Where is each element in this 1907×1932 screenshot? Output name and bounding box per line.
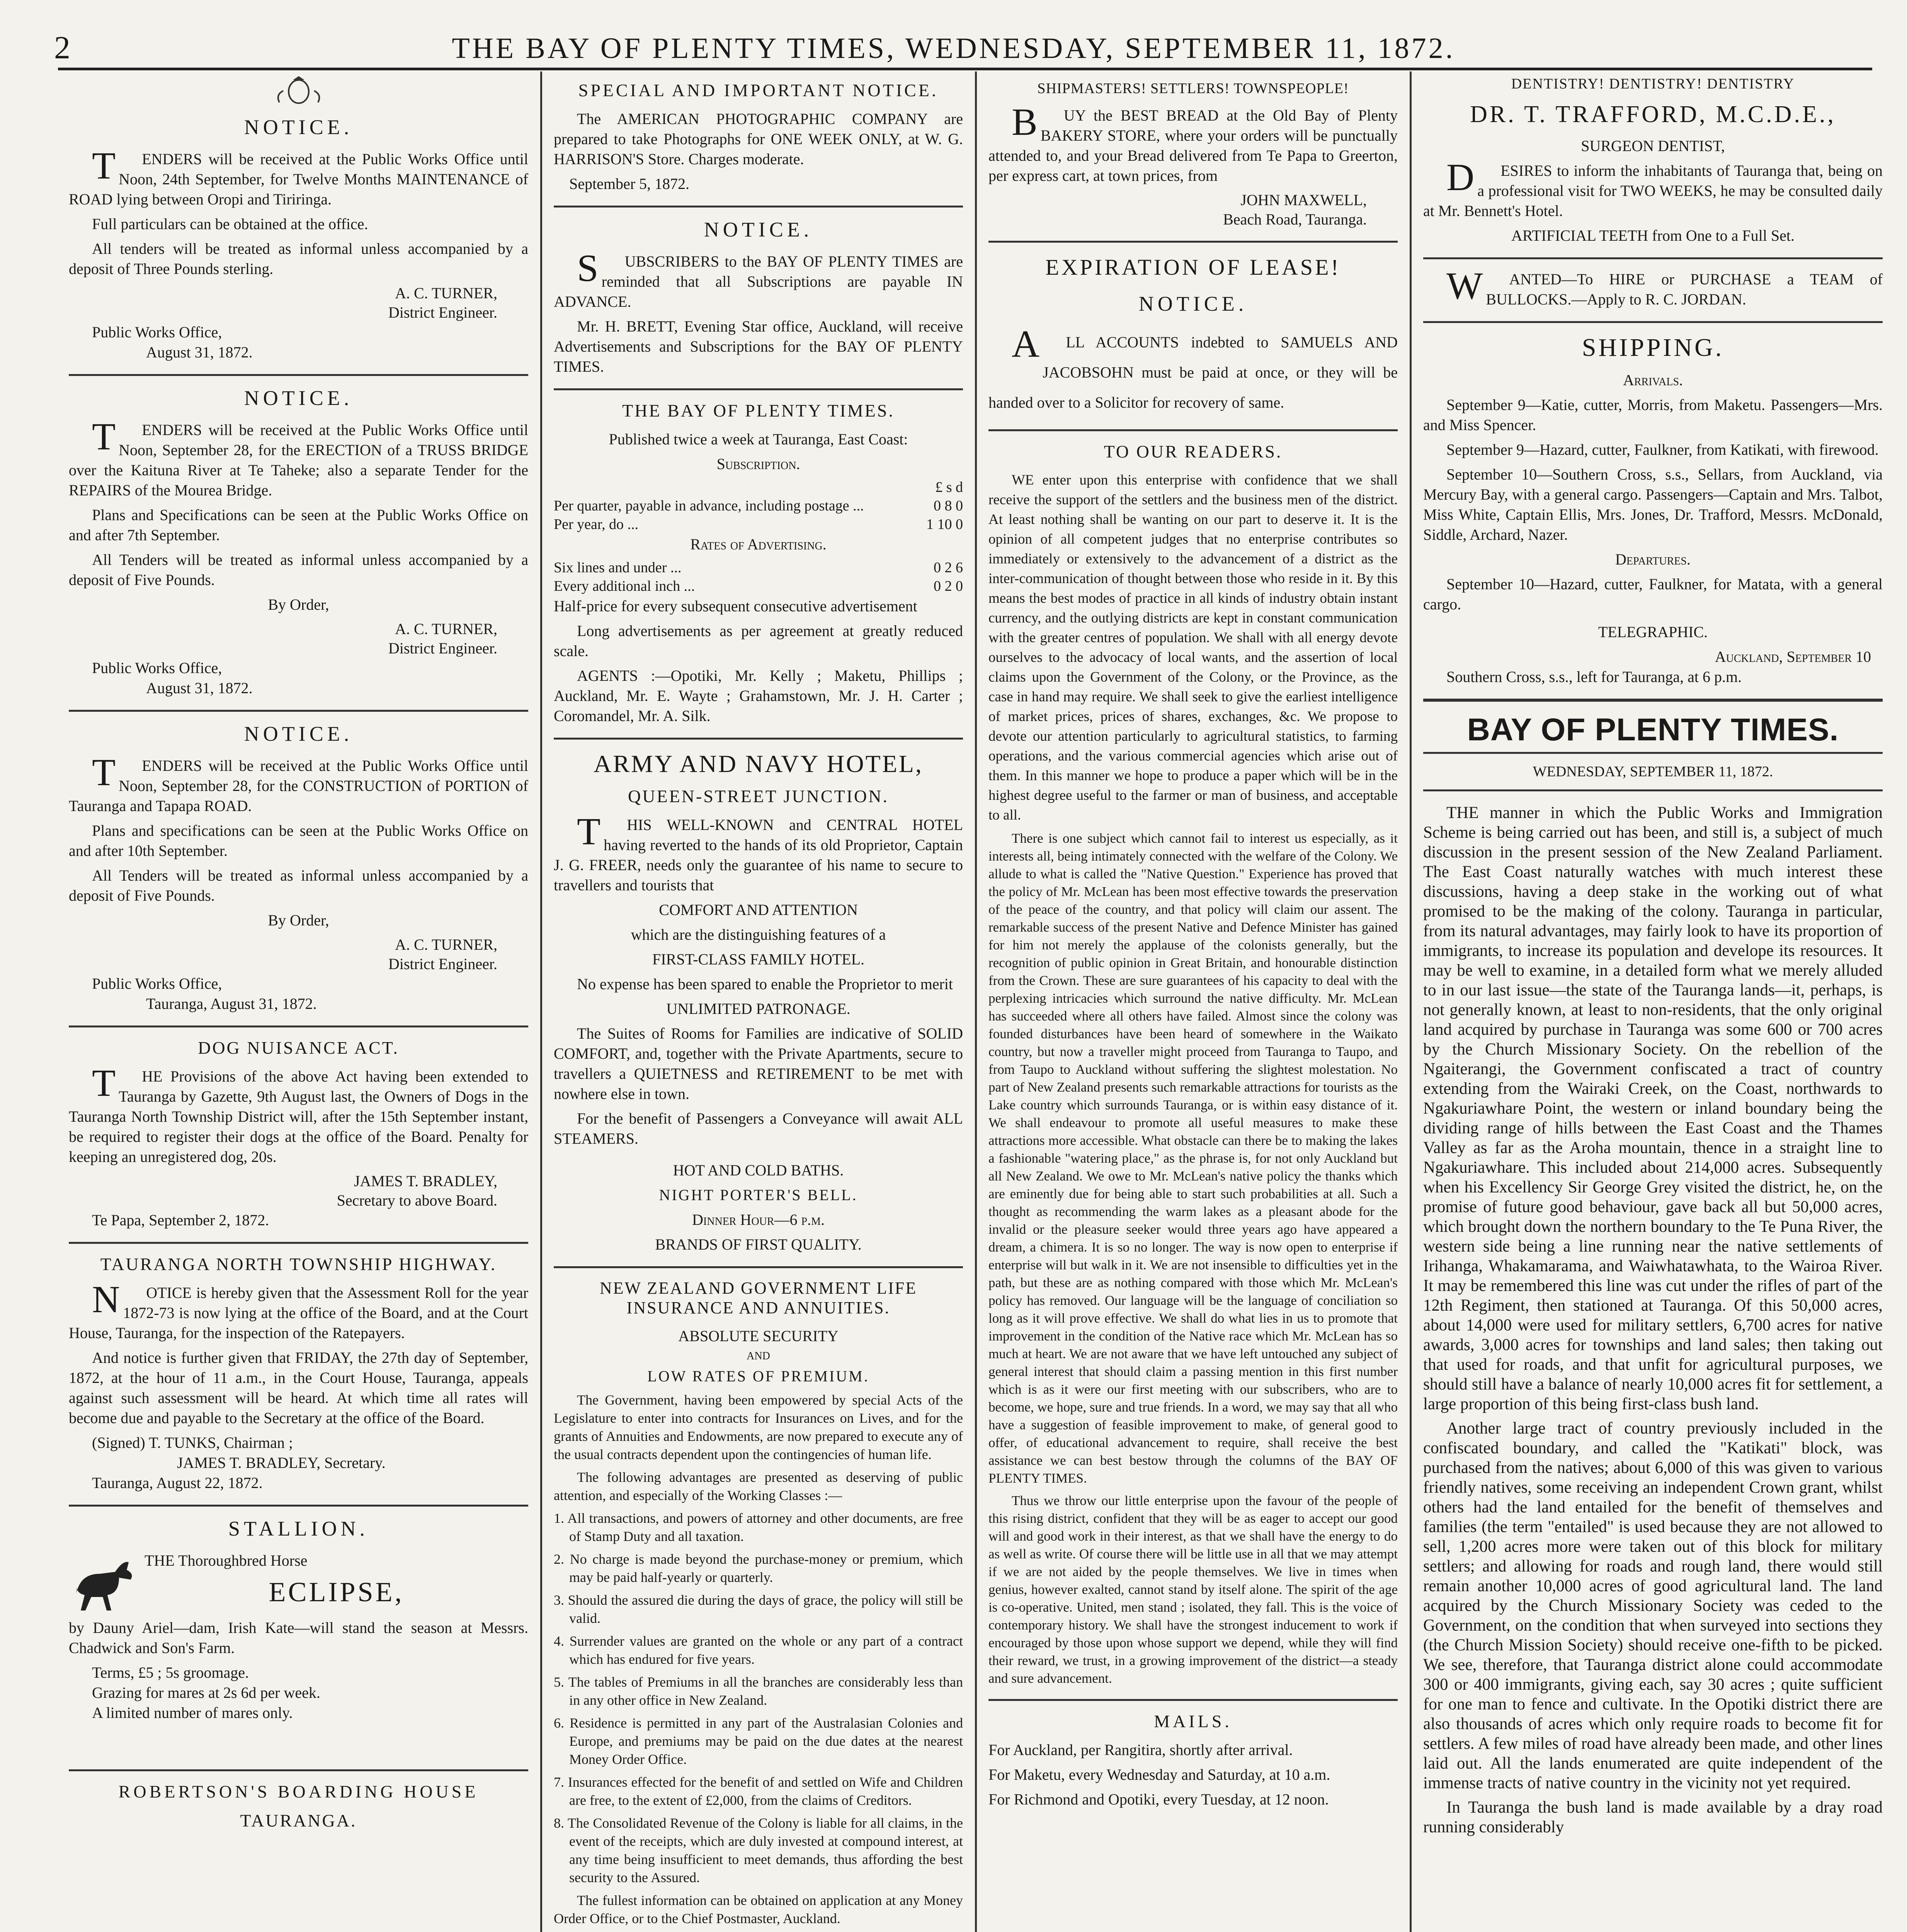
column-rule [975, 71, 977, 1932]
section-text: Half-price for every subsequent consecutive advertisement [554, 597, 917, 615]
notice-text: All Tenders will be treated as informal unless accompanied by a deposit of Five Pounds. [69, 867, 528, 904]
bakery-ad [988, 80, 1398, 229]
mail-item: For Richmond and Opotiki, every Tuesday, at 12 noon. [988, 1791, 1329, 1808]
notice-body: SUBSCRIBERS to the BAY OF PLENTY TIMES are reminded that all Subscriptions are payable IN ADVANCE. [554, 247, 963, 310]
signature: (Signed) T. TUNKS, Chairman ; [92, 1434, 293, 1451]
article-paragraph: Thus we throw our little enterprise upon the favour of the people of this rising district, confident that they will be as eager to accept our good will and good work in their interest, as that we shall have the energy to do as well as write. Of course there will be little use in all that we may attempt if we are not aided by the people themselves. We live in times when genius, however exalted, cannot stand by itself alone. The spirit of the age is co-operative. United, men stand ; isolated, they fall. This is the voice of contemporary history. We shall have the strongest inducement to work if encouraged by those upon whose support we depend, while they will find their reward, we trust, in a growing improvement of the district—a steady and sure advancement. [988, 1493, 1398, 1686]
masthead-rule [58, 68, 1872, 70]
signature: JAMES T. BRADLEY, [354, 1172, 497, 1190]
ad-text: WANTED—To HIRE or PURCHASE a TEAM of BULLOCKS.—Apply to R. C. JORDAN. [1446, 264, 1883, 308]
dentistry-ad [1423, 75, 1883, 246]
divider [69, 374, 528, 376]
divider [554, 738, 963, 740]
column-4 [1412, 75, 1893, 1932]
notice-heading: NOTICE. [704, 218, 813, 241]
notice-subheading: NOTICE. [1138, 292, 1248, 315]
royal-crest-icon [69, 75, 528, 108]
section-subheading: Rates of Advertising. [690, 536, 827, 553]
shipping-entry: September 10—Southern Cross, s.s., Sellars, from Auckland, via Mercury Bay, with a general cargo. Passengers—Captain and Mrs. Talbot, Miss White, Captain Ellis, Mrs. Jones, Dr. Trafford, Messrs. McDonald, Siddle, Archard, Nazer. [1423, 466, 1883, 543]
signature: JAMES T. BRADLEY, Secretary. [177, 1454, 386, 1471]
shipping-entry: September 9—Katie, cutter, Morris, from Maketu. Passengers—Mrs. and Miss Spencer. [1423, 396, 1883, 434]
signature-title: District Engineer. [388, 639, 497, 657]
list-item: 3. Should the assured die during the days of grace, the policy will still be valid. [554, 1592, 963, 1626]
column-1 [58, 75, 539, 1932]
column-2 [543, 75, 974, 1932]
column-rule [540, 71, 542, 1932]
subscribers-notice [554, 218, 963, 377]
signature: JOHN MAXWELL, [1240, 191, 1367, 209]
rate-value: 0 2 6 [934, 560, 963, 576]
rates-table [554, 559, 963, 596]
signature: A. C. TURNER, [395, 936, 497, 953]
ad-text: THIS WELL-KNOWN and CENTRAL HOTEL having reverted to the hands of its old Proprietor, Captain J. G. FREER, needs only the guarantee of his name to secure to travellers and tourists that [554, 810, 963, 894]
ad-text: BUY the BEST BREAD at the Old Bay of Plenty BAKERY STORE, where your orders will be punctually attended to, and your Bread delivered from Te Papa to Greerton, per express cart, at town prices, from [988, 100, 1398, 184]
notice-body: NOTICE is hereby given that the Assessment Roll for the year 1872-73 is now lying at the office of the Board, and at the Court House, Tauranga, for the inspection of the Ratepayers. [69, 1278, 528, 1342]
telegraph-entry: Southern Cross, s.s., left for Tauranga, at 6 p.m. [1446, 668, 1742, 685]
mails-section [988, 1711, 1398, 1810]
notice-body: The AMERICAN PHOTOGRAPHIC COMPANY are prepared to take Photographs for ONE WEEK ONLY, at W. G. HARRISON'S Store. Charges moderate. [554, 110, 963, 168]
notice-body: TENDERS will be received at the Public Works Office until Noon, September 28, for the ERECTION of a TRUSS BRIDGE over the Kaituna River at Te Taheke; also a separate Tender for the REPAIRS of the Mourea Bridge. [69, 415, 528, 499]
ad-heading: DR. T. TRAFFORD, M.C.D.E., [1470, 101, 1836, 128]
notice-text: All Tenders will be treated as informal unless accompanied by a deposit of Five Pounds. [69, 551, 528, 588]
notice-truss-bridge [69, 386, 528, 698]
office: Public Works Office, [92, 975, 222, 992]
ad-text: Dinner Hour—6 p.m. [692, 1211, 825, 1228]
date: September 5, 1872. [569, 175, 690, 192]
notice-body: TENDERS will be received at the Public Works Office until Noon, September 28, for the CONSTRUCTION of PORTION of Tauranga and Tapapa ROAD. [69, 751, 528, 815]
notice-text: All tenders will be treated as informal unless accompanied by a deposit of Three Pounds sterling. [69, 240, 528, 277]
photographic-notice [554, 80, 963, 194]
divider [69, 1242, 528, 1244]
column-3 [978, 75, 1409, 1932]
divider [1423, 257, 1883, 259]
section-heading: THE BAY OF PLENTY TIMES. [622, 401, 895, 420]
article-heading: TO OUR READERS. [1104, 442, 1283, 461]
signature: A. C. TURNER, [395, 620, 497, 638]
divider [69, 1769, 528, 1771]
column-rule [1410, 71, 1412, 1932]
divider [554, 388, 963, 390]
dog-nuisance-notice [69, 1037, 528, 1230]
list-item: 7. Insurances effected for the benefit of and settled on Wife and Children are free, to the extent of £2,000, from the claims of Creditors. [554, 1774, 963, 1808]
ad-text: A limited number of mares only. [92, 1704, 293, 1721]
by-order: By Order, [268, 596, 329, 613]
notice-body: THE Provisions of the above Act having been extended to Tauranga by Gazette, 9th August last, the Owners of Dogs in the Tauranga North Township District will, after the 15th September instant, be required to register their dogs at the office of the Board. Penalty for keeping an unregistered dog, 20s. [69, 1061, 528, 1165]
signature-title: Beach Road, Tauranga. [1223, 211, 1367, 228]
ad-place: TAURANGA. [240, 1811, 357, 1830]
notice-heading: NOTICE. [244, 116, 353, 139]
ad-heading: ARMY AND NAVY HOTEL, [594, 750, 923, 777]
ad-text: The following advantages are presented as deserving of public attention, and especially of the Working Classes :— [554, 1469, 963, 1503]
signature-title: Secretary to above Board. [337, 1192, 497, 1209]
ad-heading: NEW ZEALAND GOVERNMENT LIFE INSURANCE AND ANNUITIES. [599, 1279, 917, 1317]
notice-text: And notice is further given that FRIDAY, the 27th day of September, 1872, at the hour of 11 a.m., in the Court House, Tauranga, appeals against such assessment will be heard. At which time all rates will become due and payable to the Secretary at the office of the Board. [69, 1349, 528, 1427]
notice-text: Plans and Specifications can be seen at the Public Works Office on and after 7th September. [69, 506, 528, 544]
notice-text: Mr. H. BRETT, Evening Star office, Auckland, will receive Advertisements and Subscriptions for the BAY OF PLENTY TIMES. [554, 318, 963, 375]
date: Te Papa, September 2, 1872. [92, 1211, 269, 1229]
notice-heading: NOTICE. [244, 386, 353, 410]
divider [988, 241, 1398, 243]
ad-text: FIRST-CLASS FAMILY HOTEL. [652, 951, 865, 968]
ad-text: UNLIMITED PATRONAGE. [666, 1000, 851, 1017]
divider [1423, 699, 1883, 702]
highway-notice [69, 1254, 528, 1493]
ad-text: For the benefit of Passengers a Conveyance will await ALL STEAMERS. [554, 1110, 963, 1147]
ad-subheading: QUEEN-STREET JUNCTION. [628, 786, 889, 806]
lease-notice [988, 254, 1398, 418]
section-heading: SHIPPING. [1582, 333, 1724, 362]
date: Tauranga, August 31, 1872. [146, 995, 317, 1012]
divider [554, 206, 963, 207]
office: Public Works Office, [92, 659, 222, 677]
horse-name: ECLIPSE, [269, 1577, 404, 1607]
ad-heading: STALLION. [228, 1517, 369, 1540]
telegraph-dateline: Auckland, September 10 [1715, 648, 1871, 665]
robertsons-boarding-house-ad [69, 1781, 528, 1932]
ad-text: Terms, £5 ; 5s groomage. [92, 1664, 249, 1681]
notice-road-construction [69, 722, 528, 1014]
ad-text: The Suites of Rooms for Families are indicative of SOLID COMFORT, and, together with the Private Apartments, secure to travellers a QUIETNESS and RETIREMENT to be met with nowhere else in town. [554, 1025, 963, 1102]
ad-text: SURGEON DENTIST, [1581, 137, 1725, 155]
rate-label: Per year, do ... [554, 516, 639, 532]
list-item: 5. The tables of Premiums in all the branches are considerably less than in any other office in New Zealand. [554, 1674, 963, 1708]
ad-heading: SHIPMASTERS! SETTLERS! TOWNSPEOPLE! [1037, 80, 1349, 97]
masthead [0, 0, 1907, 66]
by-order: By Order, [268, 912, 329, 929]
section-subheading: Departures. [1615, 551, 1691, 568]
newspaper-title: THE BAY OF PLENTY TIMES, WEDNESDAY, SEPTEMBER 11, 1872. [452, 32, 1455, 65]
rate-value: 0 8 0 [934, 498, 963, 514]
ad-text: which are the distinguishing features of a [631, 926, 886, 943]
shipping-section [1423, 333, 1883, 687]
mail-item: For Auckland, per Rangitira, shortly after arrival. [988, 1741, 1293, 1759]
notice-heading: TAURANGA NORTH TOWNSHIP HIGHWAY. [100, 1254, 497, 1274]
ad-text: No expense has been spared to enable the Proprietor to merit [577, 975, 953, 993]
rate-value: 1 10 0 [926, 516, 963, 532]
notice-heading: SPECIAL AND IMPORTANT NOTICE. [578, 80, 939, 100]
rate-value: 0 2 0 [934, 578, 963, 594]
article-paragraph: There is one subject which cannot fail to interest us especially, as it interests all, being intimately connected with the welfare of the Colony. We allude to what is called the "Native Question." Experience has proved that the policy of Mr. McLean has been most effective towards the preservation of the peace of the country, and that policy will claim our assent. The remarkable success of the present Native and Defence Minister has gained for him not merely the applause of the colonists generally, but the recognition of public opinion in Great Britain, and honourable distinction from the Crown. These are sure guarantees of his capacity to deal with the perplexing intricacies which surround the native difficulty. Mr. McLean has succeeded where all others have failed. Almost since the colony was founded disturbances have been heard of somewhere in the Waikato country, but now a traveller might proceed from Tauranga to Taupo, and from Taupo to Auckland without suffering the slightest molestation. No part of New Zealand presents such remarkable attractions for tourists as the Lake country which surrounds Tauranga, or is within easy distance of it. We shall endeavour to promote all useful measures to make these attractions more accessible. What obstacle can there be to making the lakes a fashionable "watering place," as the phrase is, for not only Auckland but all New Zealand. We owe to Mr. McLean's native policy the thanks which are eminently due for being able to start such probabilities at all. Such a thought as recommending the warm lakes as a pleasant abode for the invalid or the pleasure seeker would three years ago have appeared a dream, a chimera. It is so no longer. The way is now open to enterprise if enterprise will but walk in it. We are not insensible to difficulties yet in the path, but these are as nothing compared with those which Mr. McLean's policy has removed. Our language will be the language of conciliation so long as it will prove effective. We shall do what lies in us to promote that improvement in the condition of the Native race which Mr. McLean has so much at heart. We are not aware that we have left untouched any subject of general interest that should claim a passing mention in this first number which is as it were our first meeting with our subscribers, who are to become, we hope, sure and true friends. In a word, we may say that all who have a suggestion of feasible improvement to make, of general good to offer, of educational advancement to require, shall receive the best assistance we can best bestow through the columns of the BAY OF PLENTY TIMES. [988, 831, 1398, 1486]
notice-text: Plans and specifications can be seen at the Public Works Office on and after 10th September. [69, 822, 528, 859]
shipping-entry: September 10—Hazard, cutter, Faulkner, for Matata, with a general cargo. [1423, 575, 1883, 613]
ad-text: DESIRES to inform the inhabitants of Tauranga that, being on a professional visit for TWO WEEKS, he may be consulted daily at Mr. Bennett's Hotel. [1423, 156, 1883, 219]
ad-text: The fullest information can be obtained on application at any Money Order Office, or to the Chief Postmaster, Auckland. [554, 1893, 963, 1926]
editorial-date: WEDNESDAY, SEPTEMBER 11, 1872. [1533, 764, 1773, 780]
stallion-ad [69, 1517, 528, 1723]
section-heading: MAILS. [1154, 1711, 1232, 1731]
rate-label: Six lines and under ... [554, 560, 682, 576]
editorial-paragraph: Another large tract of country previously included in the confiscated boundary, and called the "Katikati" block, was purchased from the natives; about 6,000 of this was given to various friendly natives, some receiving an independent Crown grant, whilst others had the land entailed for the benefit of themselves and families (the term "entailed" is used because they are not allowed to sell, 1,200 acres more were taken out of this block for military settlers; and allowing for roads and rough land, there would still remain another 10,000 acres of good agricultural land. The land acquired by the Church Missionary Society was ceded to the Government, on the condition that when surveyed into sections they (the Church Mission Society) should receive one-fifth to be picked. We see, therefore, that Tauranga district alone could accommodate 300 or 400 immigrants, giving each, say 30 acres ; quite sufficient for one man to fence and cultivate. In the Opotiki district there are also thousands of acres which only require roads to become fit for settlers. A few miles of road have already been made, and other lines laid out. All the lands enumerated are quite independent of the immense tracts of native country in the vicinity not yet required. [1423, 1419, 1883, 1792]
editorial-masthead: BAY OF PLENTY TIMES. [1467, 712, 1839, 747]
list-item: 2. No charge is made beyond the purchase-money or premium, which may be paid half-yearly or quarterly. [554, 1551, 963, 1585]
notice-heading: NOTICE. [244, 722, 353, 745]
divider [988, 429, 1398, 431]
divider [1423, 752, 1883, 754]
date: Tauranga, August 22, 1872. [92, 1474, 263, 1492]
section-text: Published twice a week at Tauranga, East Coast: [609, 430, 908, 448]
rate-label: Every additional inch ... [554, 578, 695, 594]
editorial-paragraph: In Tauranga the bush land is made available by a dray road running considerably [1423, 1798, 1883, 1836]
ad-text: BRANDS OF FIRST QUALITY. [655, 1236, 862, 1253]
wanted-ad [1423, 264, 1883, 310]
notice-heading: DOG NUISANCE ACT. [198, 1038, 399, 1058]
divider [69, 1505, 528, 1507]
date: August 31, 1872. [146, 344, 253, 361]
article-paragraph: WE enter upon this enterprise with confidence that we shall receive the support of the settlers and the business men of the district. At least nothing shall be wanting on our part to deserve it. It is the opinion of all competent judges that no enterprise contributes so immediately or extensively to the advancement of a district as the inter-communication of thought between those who reside in it. By this means the best modes of practice in all kinds of industry obtain instant currency, and the outlying districts are kept in constant communication with the greater centres of population. We shall with all energy devote ourselves to the advocacy of local wants, and the assertion of local claims upon the Government of the Colony, or the Province, as the case in hand may require. We shall seek to give the earliest intelligence of market prices, prices of shares, exchanges, &c. We propose to devote our attention particularly to agricultural statistics, to farming operations, and the various commercial agencies which arise out of them. In this manner we hope to produce a paper which will be in the highest degree useful to the farmer or man of business, and acceptable to all. [988, 472, 1398, 823]
divider [554, 1266, 963, 1268]
section-subheading: TELEGRAPHIC. [1598, 623, 1708, 641]
army-navy-hotel-ad [554, 750, 963, 1255]
ad-text: HOT AND COLD BATHS. [673, 1162, 844, 1179]
ad-text: NIGHT PORTER'S BELL. [659, 1186, 858, 1204]
signature: A. C. TURNER, [395, 284, 497, 302]
nz-insurance-ad [554, 1278, 963, 1932]
divider [988, 1699, 1398, 1701]
ad-text: Grazing for mares at 2s 6d per week. [92, 1684, 320, 1701]
rates-table [554, 479, 963, 534]
list-item: 8. The Consolidated Revenue of the Colony is liable for all claims, in the event of the receipts, which are duly invested at compound interest, at any time being insufficient to meet demands, thus affording the best security to the Assured. [554, 1815, 963, 1885]
date: August 31, 1872. [146, 679, 253, 697]
editorial-paragraph: THE manner in which the Public Works and Immigration Scheme is being carried out has been, and still is, a subject of much discussion in the present session of the New Zealand Parliament. The East Coast naturally watches with much interest these discussions, having a deep stake in the working out of what promised to be the making of the colony. Tauranga in particular, from its natural advantages, may fairly look to have its proportion of immigrants, to increase its population and develope its resources. It may be well to examine, in a detailed form what we merely alluded to in our last issue—the state of the Tauranga lands—it, perhaps, is not generally known, at least to non-residents, that the only original land acquired by purchase in Tauranga was some 600 or 700 acres by the Church Missionary Society. On the rebellion of the Ngaiterangi, the Government confiscated a tract of country extending from the Wairaki Creek, on the Coast, northwards to Ngakuriawhare Point, the western or inland boundary being the dividing range of hills between the East Coast and the Thames Valley as far as the Aroha mountain, thence in a straight line to Ngakuriawhare. This included about 214,000 acres. Subsequently when his Excellency Sir George Grey visited the district, he, on the promise of future good behaviour, gave back all but 50,000 acres, which brought down the northern boundary to the Te Puna River, the western side being a line running near the native settlements of Irihanga, Whakamarama, and Waiwhatawhata, to the Wairoa River. It may be remembered this line was cut under the rifles of part of the 12th Regiment, then stationed at Tauranga. Of this 50,000 acres, about 14,000 were used for military settlers, 6,700 acres for native awards, 3,000 acres for townships and land sales; then taking out that used for roads, and that unfit for agricultural purposes, we should still have a balance of nearly 10,000 acres fit for settlement, a large proportion of this being first-class bush land. [1423, 804, 1883, 1413]
ad-text: AND [747, 1350, 770, 1362]
section-text: Long advertisements as per agreement at greatly reduced scale. [554, 622, 963, 660]
to-our-readers-article [988, 441, 1398, 1687]
list-item: 1. All transactions, and powers of attorney and other documents, are free of Stamp Duty and all taxation. [554, 1510, 963, 1544]
ad-text: The Government, having been empowered by special Acts of the Legislature to enter into contracts for Insurances on Lives, and for the grants of Annuities and Endowments, are now prepared to execute any of the usual contracts dependent upon the contingencies of human life. [554, 1392, 963, 1462]
section-subheading: Subscription. [716, 455, 800, 473]
office: Public Works Office, [92, 323, 222, 341]
signature-title: District Engineer. [388, 955, 497, 973]
ad-text: LOW RATES OF PREMIUM. [647, 1367, 869, 1385]
mail-item: For Maketu, every Wednesday and Saturday, at 10 a.m. [988, 1766, 1330, 1783]
notice-text: Full particulars can be obtained at the office. [92, 215, 368, 233]
list-item: 6. Residence is permitted in any part of the Australasian Colonies and Europe, and premiums may be paid on the due dates at the nearest Money Order Office. [554, 1715, 963, 1767]
ad-text: ABSOLUTE SECURITY [678, 1327, 839, 1345]
notice-body: TENDERS will be received at the Public Works Office until Noon, 24th September, for Twelve Months MAINTENANCE of ROAD lying between Oropi and Tiriringa. [69, 144, 528, 208]
ad-heading: ROBERTSON'S BOARDING HOUSE [118, 1782, 479, 1801]
section-subheading: Arrivals. [1623, 371, 1683, 389]
ad-text: ARTIFICIAL TEETH from One to a Full Set. [1511, 227, 1795, 244]
list-item: 4. Surrender values are granted on the whole or any part of a contract which has endured for five years. [554, 1633, 963, 1667]
divider [69, 1026, 528, 1027]
ad-text: COMFORT AND ATTENTION [659, 901, 858, 918]
rate-label: Per quarter, payable in advance, including postage ... [554, 498, 864, 514]
divider [1423, 321, 1883, 323]
notice-body: ALL ACCOUNTS indebted to SAMUELS AND JACOBSOHN must be paid at once, or they will be handed over to a Solicitor for recovery of same. [988, 322, 1398, 411]
signature-title: District Engineer. [388, 304, 497, 321]
ad-text: THE Thoroughbred Horse [145, 1552, 308, 1569]
shipping-entry: September 9—Hazard, cutter, Faulkner, from Katikati, with firewood. [1446, 441, 1879, 458]
ad-top-line: DENTISTRY! DENTISTRY! DENTISTRY [1511, 76, 1795, 92]
page-number: 2 [54, 30, 70, 66]
section-text: AGENTS :—Opotiki, Mr. Kelly ; Maketu, Phillips ; Auckland, Mr. E. Wayte ; Grahamstown, Mr. J. H. Carter ; Coromandel, Mr. A. Silk. [554, 667, 963, 724]
subscription-rates [554, 400, 963, 726]
ad-text: by Dauny Ariel—dam, Irish Kate—will stand the season at Messrs. Chadwick and Son's Farm. [69, 1619, 528, 1656]
divider [1423, 789, 1883, 791]
horse-icon [69, 1551, 138, 1616]
notice-heading: EXPIRATION OF LEASE! [1045, 255, 1341, 280]
divider [69, 710, 528, 712]
notice-road-maintenance [69, 75, 528, 362]
currency-header: £ s d [935, 479, 963, 495]
editorial [1423, 712, 1883, 1837]
